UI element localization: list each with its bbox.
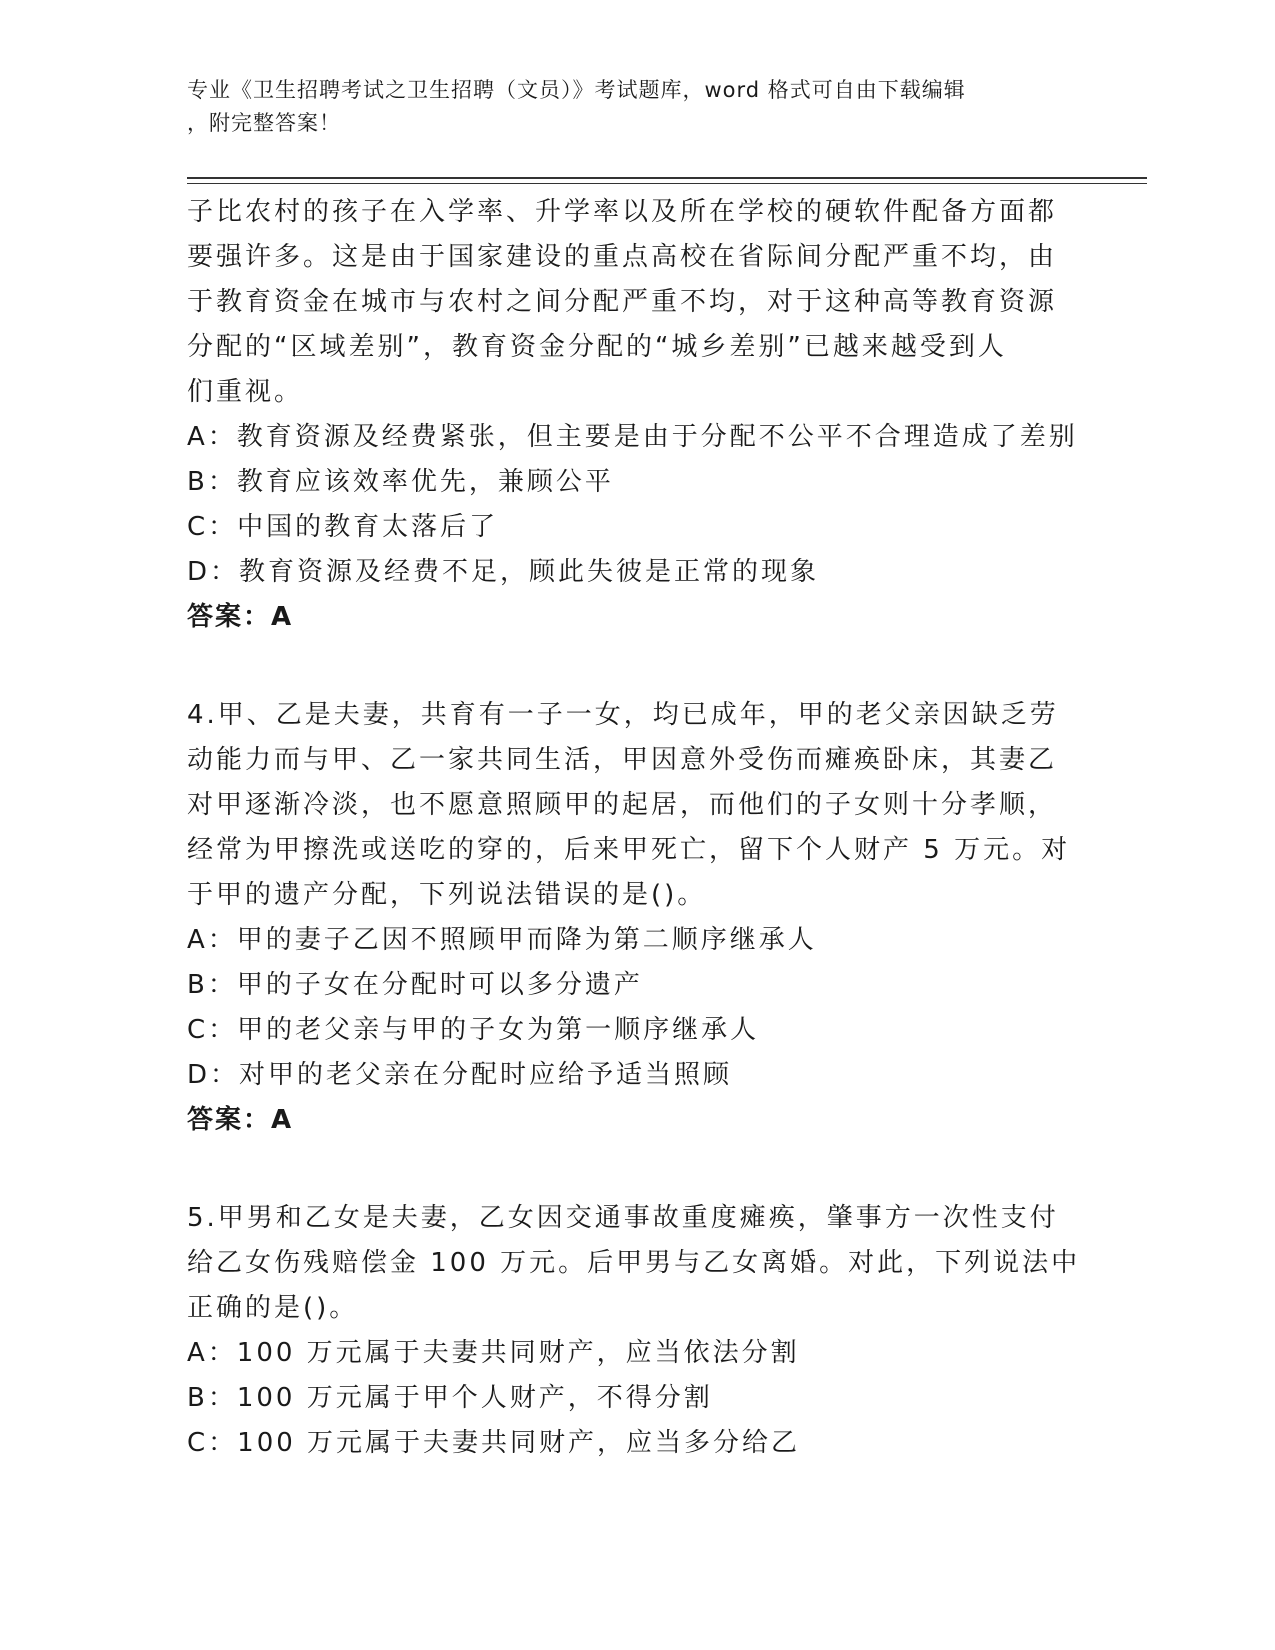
header-line-2: ，附完整答案！ — [187, 111, 341, 135]
question-stem-line: 于甲的遗产分配，下列说法错误的是()。 — [187, 880, 707, 910]
question-stem-line: 于教育资金在城市与农村之间分配严重不均，对于这种高等教育资源 — [187, 287, 1058, 317]
option-c: C：100 万元属于夫妻共同财产，应当多分给乙 — [187, 1428, 801, 1458]
page-header — [187, 74, 1087, 140]
question-stem-line: 子比农村的孩子在入学率、升学率以及所在学校的硬软件配备方面都 — [187, 197, 1058, 227]
option-a: A：甲的妻子乙因不照顾甲而降为第二顺序继承人 — [187, 925, 817, 955]
question-stem-line: 5.甲男和乙女是夫妻，乙女因交通事故重度瘫痪，肇事方一次性支付 — [187, 1203, 1059, 1233]
option-c: C：中国的教育太落后了 — [187, 512, 499, 542]
question-stem-line: 分配的“区域差别”，教育资金分配的“城乡差别”已越来越受到人 — [187, 332, 1007, 362]
question-stem-line: 们重视。 — [187, 377, 304, 407]
question-stem-line: 4.甲、乙是夫妻，共育有一子一女，均已成年，甲的老父亲因缺乏劳 — [187, 700, 1059, 730]
question-spacer — [187, 1143, 1087, 1196]
question-stem-line: 给乙女伤残赔偿金 100 万元。后甲男与乙女离婚。对此，下列说法中 — [187, 1248, 1081, 1278]
question-stem-line: 正确的是()。 — [187, 1293, 359, 1323]
option-a: A：100 万元属于夫妻共同财产，应当依法分割 — [187, 1338, 800, 1368]
question-stem-line: 动能力而与甲、乙一家共同生活，甲因意外受伤而瘫痪卧床，其妻乙 — [187, 745, 1058, 775]
option-b: B：100 万元属于甲个人财产，不得分割 — [187, 1383, 713, 1413]
option-b: B：教育应该效率优先，兼顾公平 — [187, 467, 614, 497]
question-3 — [187, 190, 1087, 640]
question-spacer — [187, 640, 1087, 693]
option-d: D：对甲的老父亲在分配时应给予适当照顾 — [187, 1060, 733, 1090]
question-stem-line: 对甲逐渐冷淡，也不愿意照顾甲的起居，而他们的子女则十分孝顺， — [187, 790, 1058, 820]
question-5 — [187, 1196, 1087, 1466]
header-divider — [187, 177, 1147, 184]
option-a: A：教育资源及经费紧张，但主要是由于分配不公平不合理造成了差别 — [187, 422, 1078, 452]
document-body — [187, 190, 1087, 1466]
question-stem-line: 要强许多。这是由于国家建设的重点高校在省际间分配严重不均，由 — [187, 242, 1058, 272]
header-line-1: 专业《卫生招聘考试之卫生招聘（文员）》考试题库，word 格式可自由下载编辑 — [187, 78, 966, 102]
option-b: B：甲的子女在分配时可以多分遗产 — [187, 970, 643, 1000]
option-d: D：教育资源及经费不足，顾此失彼是正常的现象 — [187, 557, 820, 587]
question-stem-line: 经常为甲擦洗或送吃的穿的，后来甲死亡，留下个人财产 5 万元。对 — [187, 835, 1071, 865]
answer-line: 答案：A — [187, 602, 294, 632]
option-c: C：甲的老父亲与甲的子女为第一顺序继承人 — [187, 1015, 760, 1045]
question-4 — [187, 693, 1087, 1143]
answer-line: 答案：A — [187, 1105, 294, 1135]
